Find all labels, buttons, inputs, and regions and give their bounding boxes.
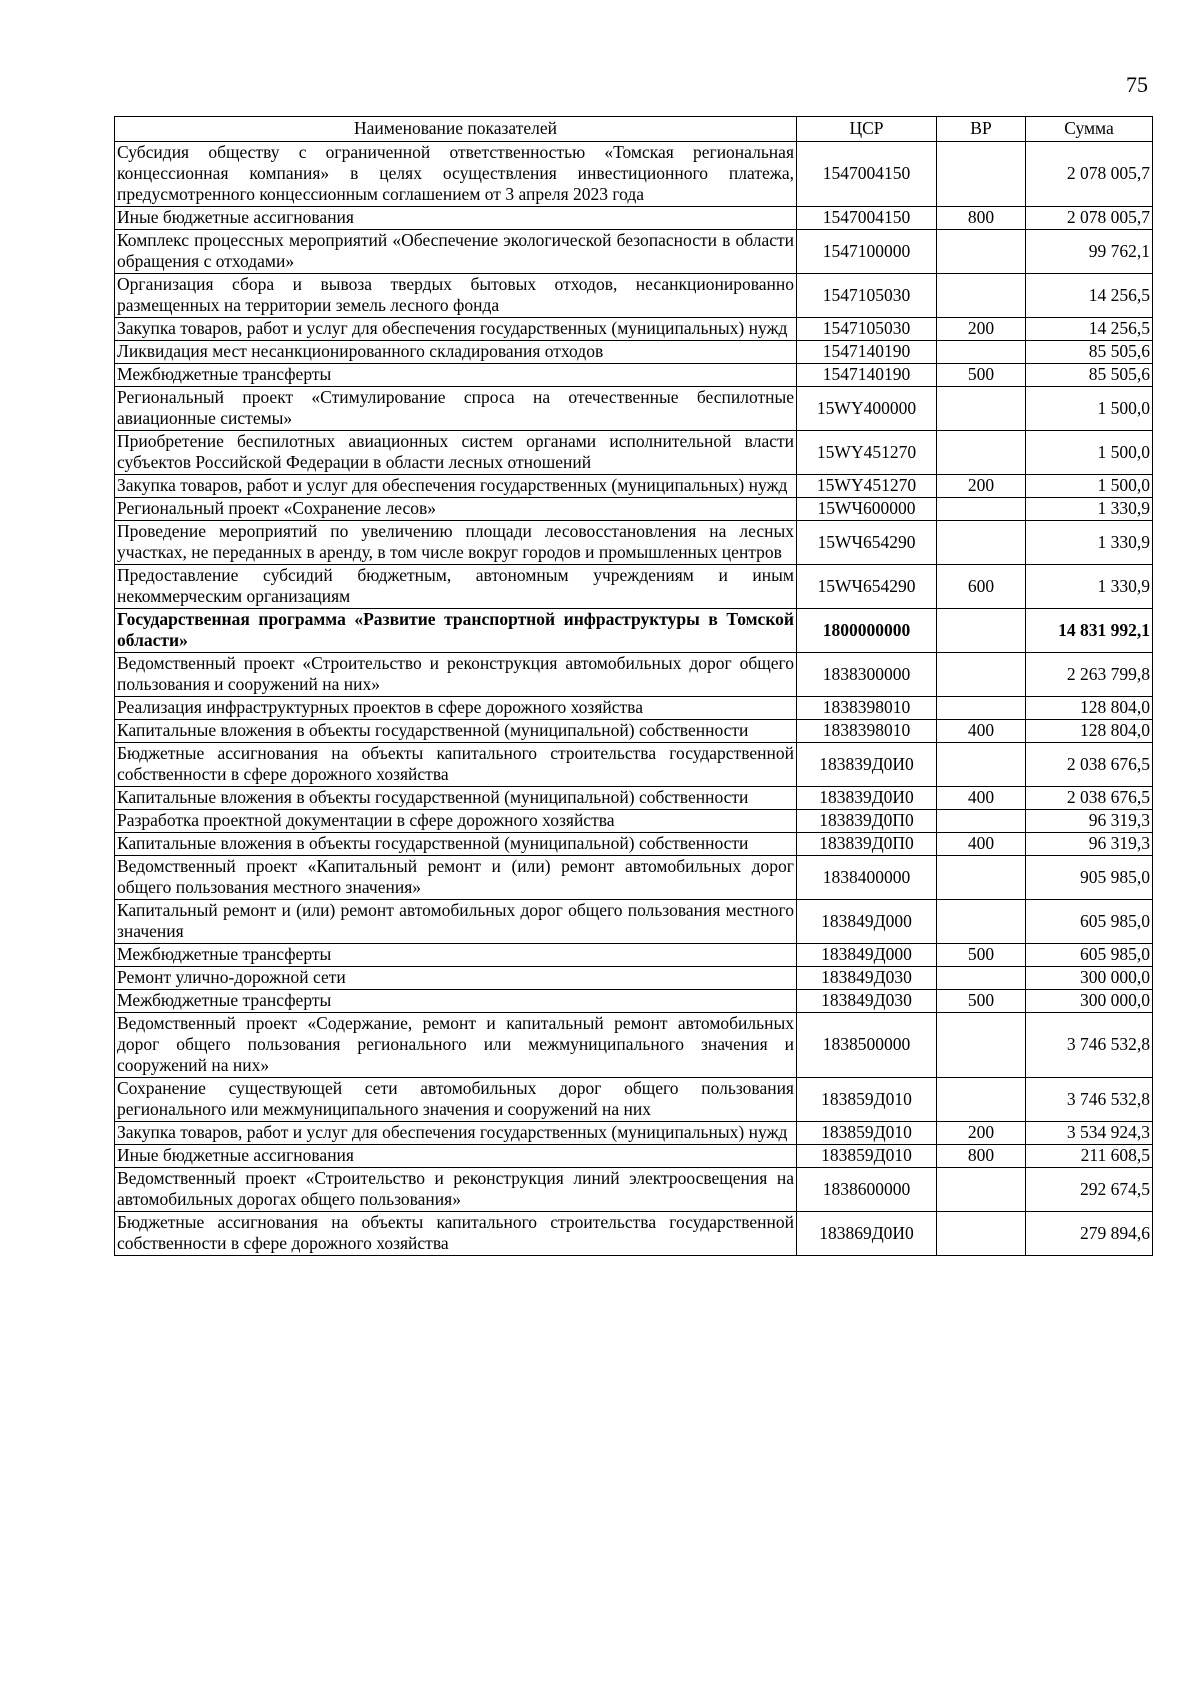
table-row	[115, 1168, 1153, 1212]
row-sum-cell: 292 674,5	[1026, 1168, 1153, 1212]
row-sum-cell: 905 985,0	[1026, 856, 1153, 900]
row-code-cell: 1547105030	[797, 318, 937, 341]
row-vr-cell	[937, 431, 1026, 475]
row-vr-cell	[937, 1168, 1026, 1212]
row-vr-cell: 400	[937, 787, 1026, 810]
row-code-cell: 183839Д0П0	[797, 810, 937, 833]
row-vr-cell	[937, 230, 1026, 274]
row-name-cell: Предоставление субсидий бюджетным, автономным учреждениям и иным некоммерческим организациям	[115, 565, 797, 609]
table-row	[115, 743, 1153, 787]
row-code-cell: 1800000000	[797, 609, 937, 653]
table-row	[115, 274, 1153, 318]
row-code-cell: 15WЧ654290	[797, 521, 937, 565]
row-sum-cell: 99 762,1	[1026, 230, 1153, 274]
row-vr-cell	[937, 1212, 1026, 1256]
row-vr-cell: 500	[937, 364, 1026, 387]
row-vr-cell	[937, 1078, 1026, 1122]
row-code-cell: 1547100000	[797, 230, 937, 274]
table-row	[115, 697, 1153, 720]
table-row	[115, 856, 1153, 900]
row-name-cell: Региональный проект «Сохранение лесов»	[115, 498, 797, 521]
table-row	[115, 990, 1153, 1013]
row-name-cell: Субсидия обществу с ограниченной ответственностью «Томская региональная концессионная компания» в целях осуществления инвестиционного платежа, предусмотренного концессионным соглашением от 3 апреля 2023 года	[115, 142, 797, 207]
row-code-cell: 183849Д030	[797, 990, 937, 1013]
row-name-cell: Разработка проектной документации в сфере дорожного хозяйства	[115, 810, 797, 833]
row-name-cell: Межбюджетные трансферты	[115, 364, 797, 387]
row-code-cell: 183869Д0И0	[797, 1212, 937, 1256]
row-code-cell: 1547140190	[797, 364, 937, 387]
row-vr-cell	[937, 810, 1026, 833]
row-sum-cell: 279 894,6	[1026, 1212, 1153, 1256]
row-code-cell: 15WЧ600000	[797, 498, 937, 521]
row-sum-cell: 2 038 676,5	[1026, 787, 1153, 810]
row-sum-cell: 14 831 992,1	[1026, 609, 1153, 653]
row-sum-cell: 300 000,0	[1026, 967, 1153, 990]
row-vr-cell	[937, 387, 1026, 431]
table-row	[115, 787, 1153, 810]
table-row	[115, 1122, 1153, 1145]
row-name-cell: Ведомственный проект «Строительство и реконструкция автомобильных дорог общего пользования и сооружений на них»	[115, 653, 797, 697]
row-name-cell: Ведомственный проект «Капитальный ремонт и (или) ремонт автомобильных дорог общего пользования местного значения»	[115, 856, 797, 900]
row-name-cell: Приобретение беспилотных авиационных систем органами исполнительной власти субъектов Российской Федерации в области лесных отношений	[115, 431, 797, 475]
row-code-cell: 183859Д010	[797, 1122, 937, 1145]
row-name-cell: Бюджетные ассигнования на объекты капитального строительства государственной собственности в сфере дорожного хозяйства	[115, 1212, 797, 1256]
row-name-cell: Организация сбора и вывоза твердых бытовых отходов, несанкционированно размещенных на территории земель лесного фонда	[115, 274, 797, 318]
row-code-cell: 15WЧ654290	[797, 565, 937, 609]
row-vr-cell: 400	[937, 720, 1026, 743]
row-name-cell: Региональный проект «Стимулирование спроса на отечественные беспилотные авиационные системы»	[115, 387, 797, 431]
row-vr-cell	[937, 697, 1026, 720]
table-row	[115, 1212, 1153, 1256]
row-name-cell: Капитальный ремонт и (или) ремонт автомобильных дорог общего пользования местного значения	[115, 900, 797, 944]
row-code-cell: 183859Д010	[797, 1078, 937, 1122]
table-header-row	[115, 117, 1153, 142]
table-row	[115, 1013, 1153, 1078]
page-number: 75	[1126, 72, 1148, 97]
row-code-cell: 1838400000	[797, 856, 937, 900]
row-vr-cell: 800	[937, 1145, 1026, 1168]
table-row	[115, 475, 1153, 498]
budget-table	[114, 116, 1153, 1256]
table-row	[115, 341, 1153, 364]
row-sum-cell: 605 985,0	[1026, 944, 1153, 967]
row-sum-cell: 2 263 799,8	[1026, 653, 1153, 697]
column-header-sum: Сумма	[1026, 117, 1153, 142]
row-vr-cell: 200	[937, 318, 1026, 341]
row-code-cell: 1838500000	[797, 1013, 937, 1078]
table-row	[115, 387, 1153, 431]
row-name-cell: Ремонт улично-дорожной сети	[115, 967, 797, 990]
row-code-cell: 15WY451270	[797, 475, 937, 498]
row-vr-cell: 200	[937, 1122, 1026, 1145]
table-row	[115, 207, 1153, 230]
row-code-cell: 1547105030	[797, 274, 937, 318]
table-row	[115, 833, 1153, 856]
row-code-cell: 15WY451270	[797, 431, 937, 475]
row-vr-cell	[937, 856, 1026, 900]
row-vr-cell: 500	[937, 944, 1026, 967]
row-vr-cell	[937, 498, 1026, 521]
row-sum-cell: 128 804,0	[1026, 697, 1153, 720]
row-code-cell: 15WY400000	[797, 387, 937, 431]
row-vr-cell: 600	[937, 565, 1026, 609]
row-code-cell: 1838398010	[797, 697, 937, 720]
row-code-cell: 183849Д030	[797, 967, 937, 990]
table-row	[115, 1145, 1153, 1168]
row-vr-cell	[937, 1013, 1026, 1078]
row-vr-cell	[937, 900, 1026, 944]
row-sum-cell: 300 000,0	[1026, 990, 1153, 1013]
row-sum-cell: 1 330,9	[1026, 565, 1153, 609]
row-name-cell: Межбюджетные трансферты	[115, 944, 797, 967]
table-body	[115, 142, 1153, 1256]
column-header-vr: ВР	[937, 117, 1026, 142]
table-row	[115, 230, 1153, 274]
row-vr-cell	[937, 274, 1026, 318]
row-vr-cell	[937, 743, 1026, 787]
row-sum-cell: 1 330,9	[1026, 498, 1153, 521]
row-sum-cell: 1 500,0	[1026, 475, 1153, 498]
row-sum-cell: 1 330,9	[1026, 521, 1153, 565]
row-vr-cell: 800	[937, 207, 1026, 230]
column-header-code: ЦСР	[797, 117, 937, 142]
row-name-cell: Закупка товаров, работ и услуг для обеспечения государственных (муниципальных) нужд	[115, 1122, 797, 1145]
row-sum-cell: 211 608,5	[1026, 1145, 1153, 1168]
row-sum-cell: 128 804,0	[1026, 720, 1153, 743]
row-name-cell: Капитальные вложения в объекты государственной (муниципальной) собственности	[115, 787, 797, 810]
row-sum-cell: 605 985,0	[1026, 900, 1153, 944]
row-sum-cell: 3 534 924,3	[1026, 1122, 1153, 1145]
row-sum-cell: 96 319,3	[1026, 833, 1153, 856]
row-code-cell: 1547140190	[797, 341, 937, 364]
row-code-cell: 183849Д000	[797, 944, 937, 967]
row-code-cell: 183839Д0И0	[797, 743, 937, 787]
row-sum-cell: 14 256,5	[1026, 318, 1153, 341]
row-sum-cell: 2 038 676,5	[1026, 743, 1153, 787]
table-row	[115, 810, 1153, 833]
table-row	[115, 967, 1153, 990]
row-sum-cell: 1 500,0	[1026, 431, 1153, 475]
table-row	[115, 521, 1153, 565]
row-vr-cell	[937, 967, 1026, 990]
row-vr-cell	[937, 609, 1026, 653]
table-row	[115, 498, 1153, 521]
row-name-cell: Капитальные вложения в объекты государственной (муниципальной) собственности	[115, 720, 797, 743]
row-code-cell: 1838600000	[797, 1168, 937, 1212]
table-row	[115, 142, 1153, 207]
row-name-cell: Ликвидация мест несанкционированного складирования отходов	[115, 341, 797, 364]
table-row	[115, 609, 1153, 653]
row-vr-cell: 200	[937, 475, 1026, 498]
row-code-cell: 183839Д0И0	[797, 787, 937, 810]
table-row	[115, 720, 1153, 743]
row-vr-cell	[937, 142, 1026, 207]
table-row	[115, 318, 1153, 341]
row-sum-cell: 3 746 532,8	[1026, 1078, 1153, 1122]
row-name-cell: Ведомственный проект «Строительство и реконструкция линий электроосвещения на автомобильных дорогах общего пользования»	[115, 1168, 797, 1212]
row-vr-cell	[937, 653, 1026, 697]
row-name-cell: Закупка товаров, работ и услуг для обеспечения государственных (муниципальных) нужд	[115, 475, 797, 498]
row-code-cell: 1547004150	[797, 207, 937, 230]
row-sum-cell: 2 078 005,7	[1026, 207, 1153, 230]
table-row	[115, 565, 1153, 609]
row-sum-cell: 1 500,0	[1026, 387, 1153, 431]
row-sum-cell: 14 256,5	[1026, 274, 1153, 318]
row-code-cell: 183849Д000	[797, 900, 937, 944]
row-vr-cell	[937, 521, 1026, 565]
row-name-cell: Комплекс процессных мероприятий «Обеспечение экологической безопасности в области обращения с отходами»	[115, 230, 797, 274]
row-code-cell: 183859Д010	[797, 1145, 937, 1168]
row-vr-cell: 500	[937, 990, 1026, 1013]
row-sum-cell: 3 746 532,8	[1026, 1013, 1153, 1078]
row-code-cell: 183839Д0П0	[797, 833, 937, 856]
row-sum-cell: 2 078 005,7	[1026, 142, 1153, 207]
table-row	[115, 900, 1153, 944]
table-row	[115, 1078, 1153, 1122]
row-name-cell: Иные бюджетные ассигнования	[115, 1145, 797, 1168]
row-name-cell: Сохранение существующей сети автомобильных дорог общего пользования регионального или межмуниципального значения и сооружений на них	[115, 1078, 797, 1122]
row-name-cell: Бюджетные ассигнования на объекты капитального строительства государственной собственности в сфере дорожного хозяйства	[115, 743, 797, 787]
table-row	[115, 944, 1153, 967]
row-sum-cell: 85 505,6	[1026, 364, 1153, 387]
column-header-name: Наименование показателей	[115, 117, 797, 142]
table-row	[115, 431, 1153, 475]
row-code-cell: 1838300000	[797, 653, 937, 697]
row-vr-cell: 400	[937, 833, 1026, 856]
row-name-cell: Капитальные вложения в объекты государственной (муниципальной) собственности	[115, 833, 797, 856]
row-vr-cell	[937, 341, 1026, 364]
row-name-cell: Иные бюджетные ассигнования	[115, 207, 797, 230]
row-name-cell: Ведомственный проект «Содержание, ремонт и капитальный ремонт автомобильных дорог общего пользования регионального или межмуниципального значения и сооружений на них»	[115, 1013, 797, 1078]
row-name-cell: Реализация инфраструктурных проектов в сфере дорожного хозяйства	[115, 697, 797, 720]
row-code-cell: 1838398010	[797, 720, 937, 743]
row-code-cell: 1547004150	[797, 142, 937, 207]
row-name-cell: Проведение мероприятий по увеличению площади лесовосстановления на лесных участках, не переданных в аренду, в том числе вокруг городов и промышленных центров	[115, 521, 797, 565]
row-sum-cell: 96 319,3	[1026, 810, 1153, 833]
row-name-cell: Государственная программа «Развитие транспортной инфраструктуры в Томской области»	[115, 609, 797, 653]
table-row	[115, 364, 1153, 387]
row-sum-cell: 85 505,6	[1026, 341, 1153, 364]
table-row	[115, 653, 1153, 697]
row-name-cell: Межбюджетные трансферты	[115, 990, 797, 1013]
row-name-cell: Закупка товаров, работ и услуг для обеспечения государственных (муниципальных) нужд	[115, 318, 797, 341]
